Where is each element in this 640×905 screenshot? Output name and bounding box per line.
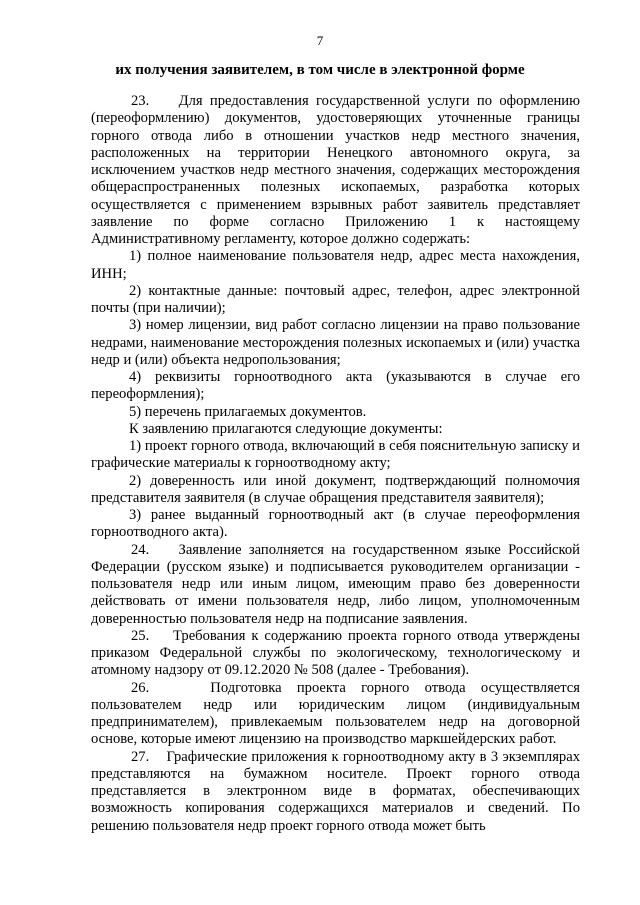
list-item: 2) контактные данные: почтовый адрес, телефон, адрес электронной почты (при наличии); [91, 282, 580, 316]
list-item: 3) номер лицензии, вид работ согласно лицензии на право пользование недрами, наименование месторождения полезных ископаемых и (или) участка недр и (или) объекта недропользования; [91, 317, 580, 368]
list-item: 2) доверенность или иной документ, подтверждающий полномочия представителя заявителя (в случае обращения представителя заявителя); [91, 472, 580, 506]
attachments-intro: К заявлению прилагаются следующие документы: [129, 420, 443, 437]
list-item: 5) перечень прилагаемых документов. [129, 403, 367, 420]
list-item: 3) ранее выданный горноотводный акт (в случае переоформления горноотводного акта). [91, 507, 580, 541]
page-number: 7 [316, 33, 324, 48]
paragraph-27: 27. Графические приложения к горноотводному акту в 3 экземплярах представляются на бумажном носителе. Проект горного отвода представляется в электронном виде в форматах, обеспечивающих возможность копирования содержащихся материалов и сведений. По решению пользователя недр проект горного отвода может быть [91, 748, 580, 834]
paragraph-26: 26. Подготовка проекта горного отвода осуществляется пользователем недр или юридическим лицом (индивидуальным предпринимателем), привлекаемым пользователем недр на договорной основе, которые имеют лицензию на производство маркшейдерских работ. [91, 679, 580, 748]
paragraph-24: 24. Заявление заполняется на государственном языке Российской Федерации (русском языке) и подписывается руководителем организации - пользователя недр или иным лицом, имеющим право без доверенности действовать от имени пользователя недр, либо лицом, уполномоченным доверенностью пользователя недр на подписание заявления. [91, 541, 580, 627]
paragraph-25: 25. Требования к содержанию проекта горного отвода утверждены приказом Федеральной службы по экологическому, технологическому и атомному надзору от 09.12.2020 № 508 (далее - Требования). [91, 627, 580, 679]
list-item: 1) проект горного отвода, включающий в себя пояснительную записку и графические материалы к горноотводному акту; [91, 438, 580, 472]
section-heading: их получения заявителем, в том числе в электронной форме [115, 62, 525, 78]
list-item: 1) полное наименование пользователя недр, адрес места нахождения, ИНН; [91, 248, 580, 282]
paragraph-23: 23. Для предоставления государственной услуги по оформлению (переоформлению) документов, удостоверяющих уточненные границы горного отвода либо в отношении участков недр местного значения, расположенных на территории Ненецкого автономного округа, за исключением участков недр местного значения, содержащих месторождения общераспространенных полезных ископаемых, разработка которых осуществляется с применением взрывных работ заявитель представляет заявление по форме согласно Приложению 1 к настоящему Административному регламенту, которое должно содержать: [91, 93, 580, 247]
list-item: 4) реквизиты горноотводного акта (указываются в случае его переоформления); [91, 369, 580, 403]
document-body [91, 93, 580, 835]
